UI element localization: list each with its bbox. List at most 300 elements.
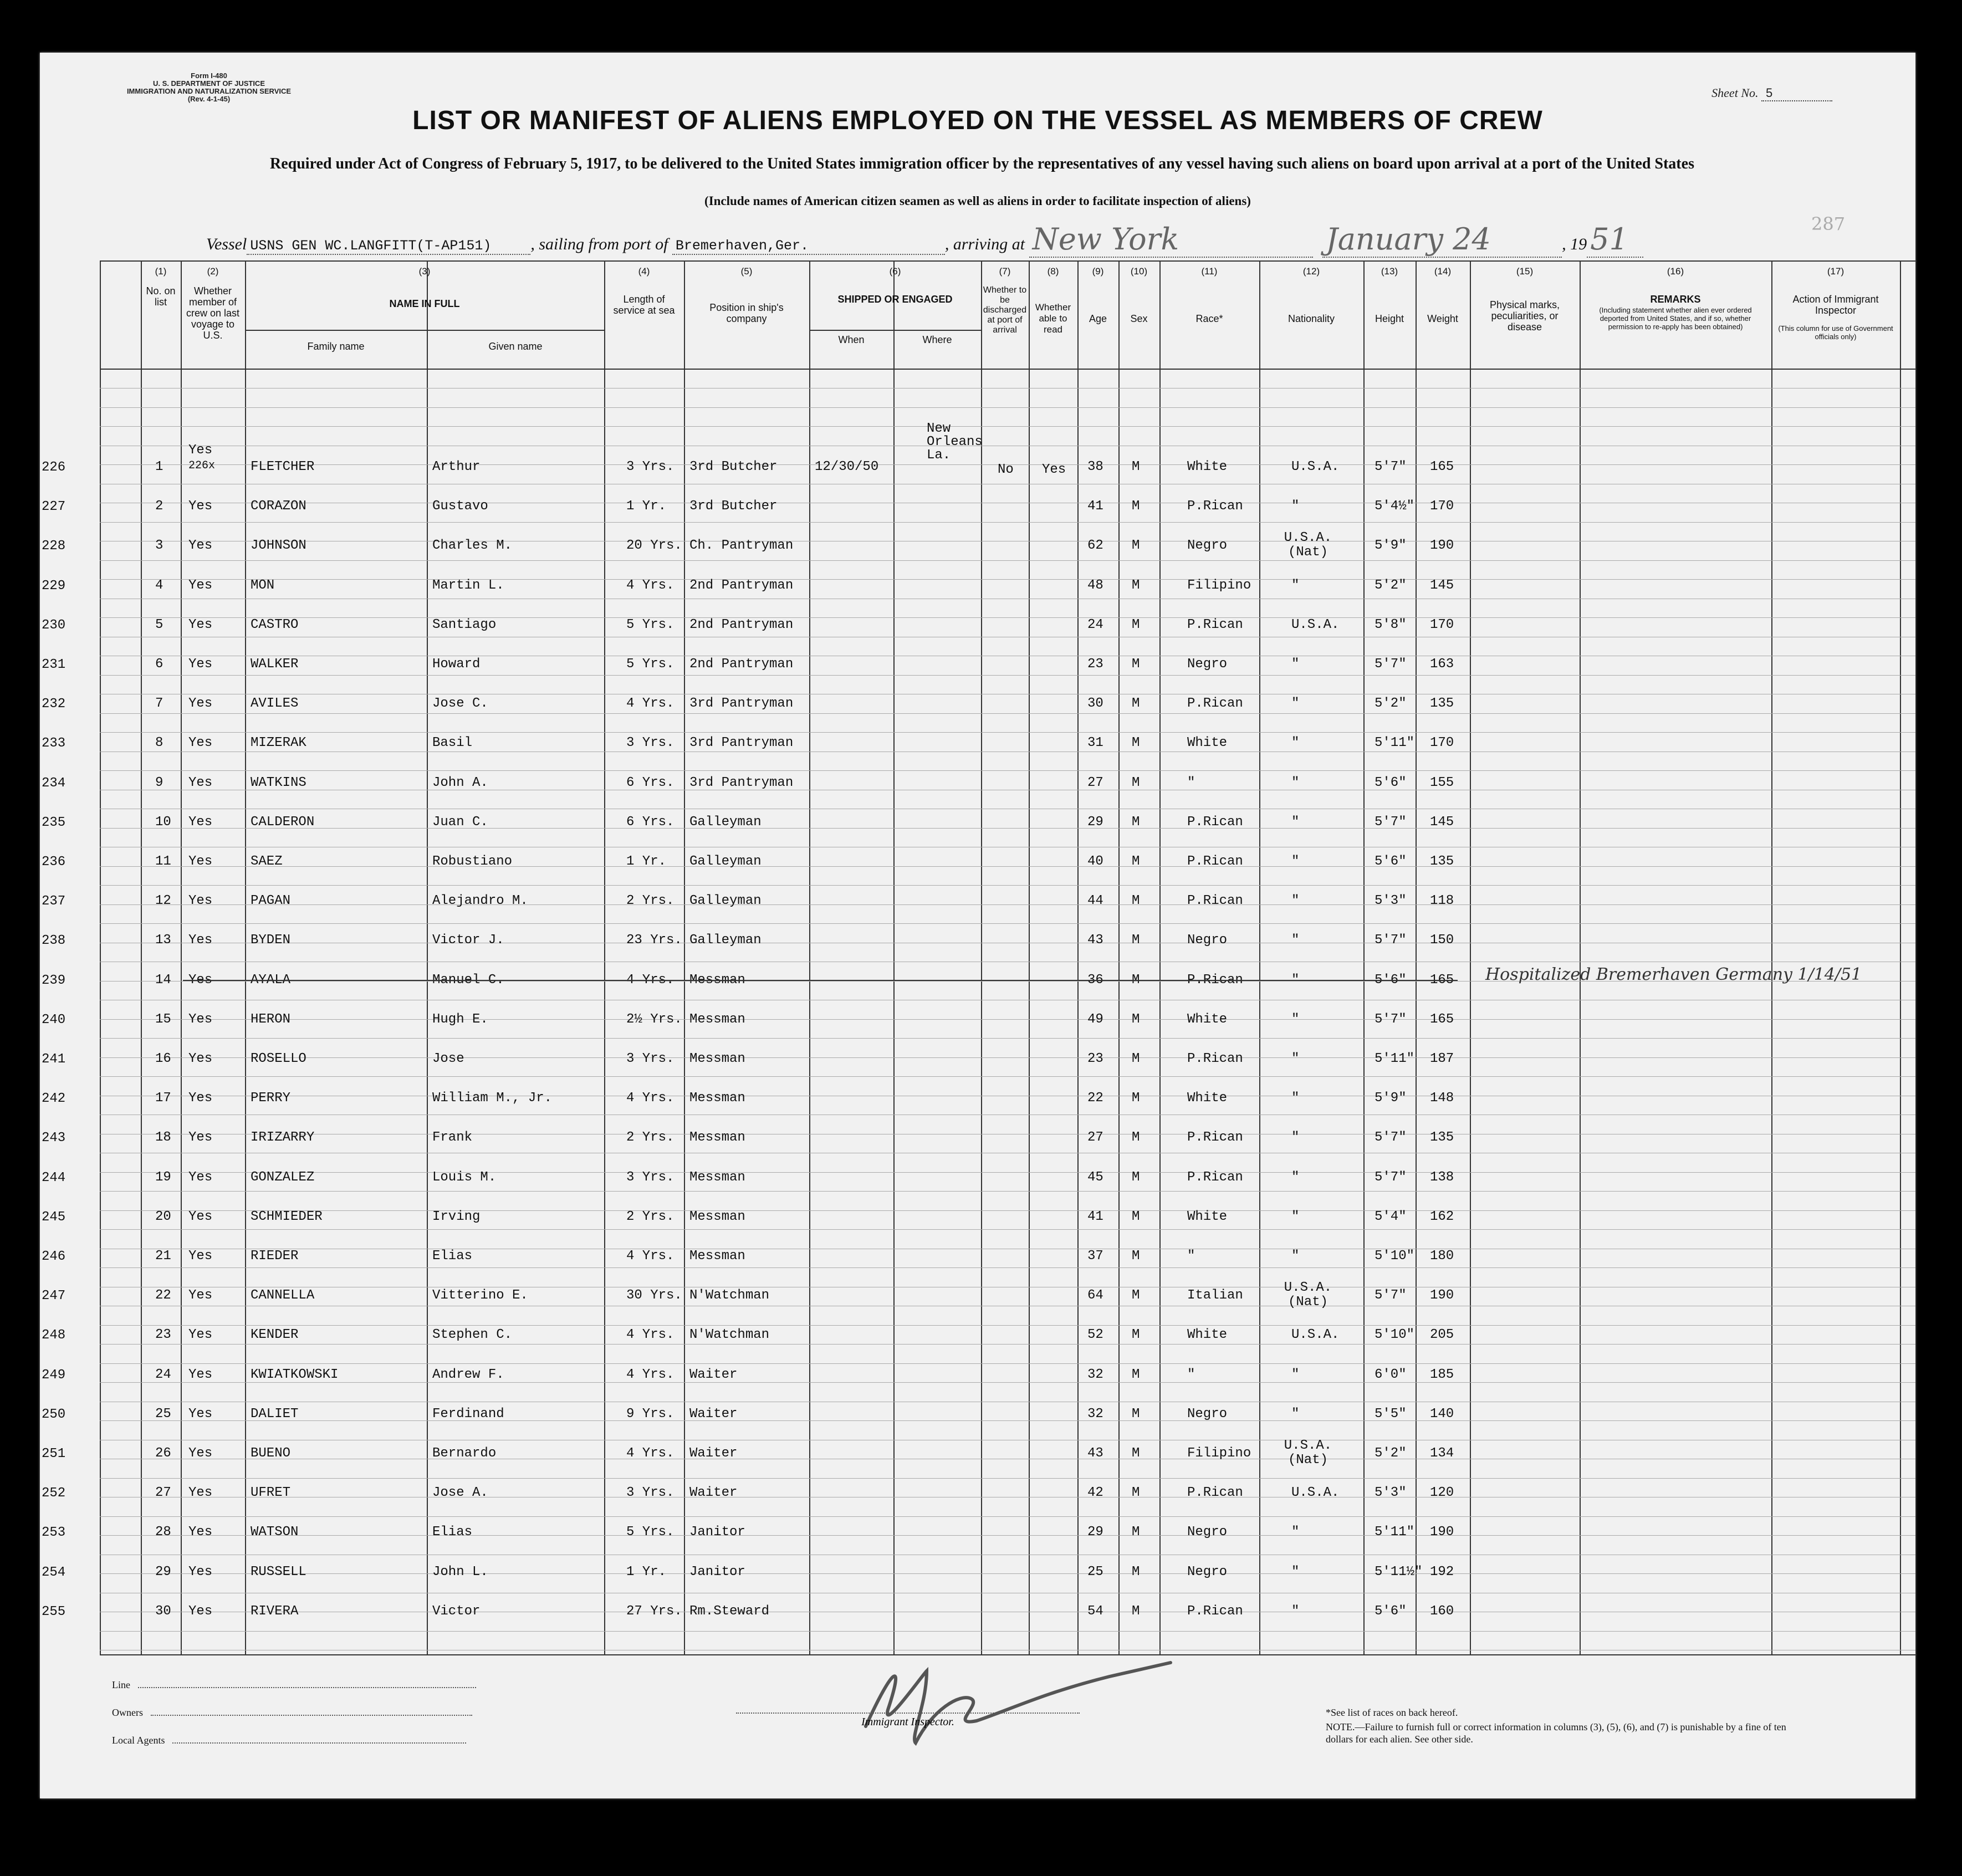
- cell-list-number: 8: [155, 735, 164, 751]
- cell-nationality: ": [1291, 577, 1300, 593]
- vessel-label: Vessel: [206, 235, 247, 253]
- cell-given-name: Victor J.: [432, 933, 504, 948]
- cell-length-of-service: 30 Yrs.: [626, 1288, 682, 1304]
- ruled-line: [100, 1516, 1915, 1517]
- cell-family-name: BYDEN: [251, 933, 291, 948]
- cell-age: 27: [1087, 1130, 1103, 1146]
- cell-height: 5'4½": [1375, 499, 1415, 514]
- cell-list-number: 28: [155, 1525, 171, 1540]
- inspector-label: Immigrant Inspector.: [736, 1713, 1080, 1729]
- service-name: IMMIGRATION AND NATURALIZATION SERVICE: [126, 87, 292, 95]
- cell-length-of-service: 4 Yrs.: [626, 1249, 675, 1264]
- column-divider: [604, 260, 605, 1654]
- cell-age: 27: [1087, 775, 1103, 790]
- cell-nationality: U.S.A.: [1291, 459, 1340, 474]
- cell-race: P.Rican: [1187, 814, 1243, 830]
- cell-position: N'Watchman: [689, 1288, 770, 1304]
- cell-family-name: CASTRO: [251, 617, 299, 632]
- line-number: 228: [42, 539, 66, 554]
- cell-last-voyage: Yes: [188, 696, 213, 712]
- cell-family-name: RIEDER: [251, 1249, 299, 1264]
- cell-list-number: 5: [155, 617, 164, 632]
- cell-weight: 180: [1430, 1249, 1454, 1264]
- cell-nationality: ": [1291, 1603, 1300, 1619]
- col-header-sex: Sex: [1130, 313, 1148, 324]
- line-number: 234: [42, 775, 66, 791]
- cell-last-voyage: Yes: [188, 1327, 213, 1343]
- cell-family-name: RIVERA: [251, 1603, 299, 1619]
- cell-last-voyage: Yes: [188, 538, 213, 554]
- cell-sex: M: [1132, 893, 1140, 909]
- ruled-line: [100, 407, 1915, 408]
- cell-nationality: U.S.A. (Nat): [1284, 530, 1332, 560]
- cell-sex: M: [1132, 933, 1140, 948]
- cell-age: 23: [1087, 1051, 1103, 1066]
- cell-race: White: [1187, 1011, 1228, 1027]
- cell-age: 32: [1087, 1367, 1103, 1382]
- cell-race: P.Rican: [1187, 499, 1243, 514]
- cell-last-voyage: Yes: [188, 1288, 213, 1304]
- col-number: (13): [1381, 266, 1398, 277]
- shipped-when: 12/30/50: [815, 459, 879, 474]
- line-number: 233: [42, 736, 66, 752]
- cell-last-voyage: Yes: [188, 617, 213, 632]
- col-header-height: Height: [1375, 313, 1404, 324]
- col-number: (10): [1130, 266, 1148, 277]
- cell-list-number: 24: [155, 1367, 171, 1382]
- cell-family-name: KENDER: [251, 1327, 299, 1343]
- cell-position: 2nd Pantryman: [689, 617, 794, 632]
- cell-weight: 165: [1430, 459, 1454, 474]
- cell-age: 43: [1087, 933, 1103, 948]
- cell-race: P.Rican: [1187, 1130, 1243, 1146]
- cell-nationality: ": [1291, 1406, 1300, 1422]
- cell-last-voyage: Yes: [188, 814, 213, 830]
- cell-length-of-service: 4 Yrs.: [626, 1327, 675, 1343]
- cell-age: 48: [1087, 577, 1103, 593]
- cell-position: Messman: [689, 1051, 745, 1066]
- line-number: 231: [42, 657, 66, 672]
- col-number: (1): [155, 266, 167, 277]
- cell-sex: M: [1132, 538, 1140, 554]
- cell-last-voyage: Yes: [188, 1091, 213, 1106]
- cell-weight: 170: [1430, 499, 1454, 514]
- cell-height: 5'7": [1375, 814, 1407, 830]
- cell-race: P.Rican: [1187, 617, 1243, 632]
- cell-weight: 135: [1430, 1130, 1454, 1146]
- col-header-inspector-note: (This column for use of Government officials only): [1778, 324, 1893, 341]
- cell-nationality: ": [1291, 1209, 1300, 1224]
- column-divider: [809, 260, 810, 1654]
- cell-nationality: ": [1291, 1249, 1300, 1264]
- cell-age: 64: [1087, 1288, 1103, 1304]
- form-revision: (Rev. 4-1-45): [187, 95, 231, 103]
- cell-nationality: ": [1291, 1367, 1300, 1382]
- cell-given-name: Ferdinand: [432, 1406, 504, 1422]
- cell-position: Messman: [689, 1209, 745, 1224]
- sheet-number-label: Sheet No.: [1711, 86, 1759, 100]
- cell-length-of-service: 27 Yrs.: [626, 1603, 682, 1619]
- line-number: 255: [42, 1604, 66, 1619]
- cell-weight: 190: [1430, 1288, 1454, 1304]
- cell-family-name: KWIATKOWSKI: [251, 1367, 339, 1382]
- col-number: (8): [1047, 266, 1059, 277]
- remark-handwritten: Hospitalized Bremerhaven Germany 1/14/51: [1485, 964, 1862, 984]
- cell-given-name: Irving: [432, 1209, 481, 1224]
- cell-family-name: IRIZARRY: [251, 1130, 315, 1146]
- cell-length-of-service: 3 Yrs.: [626, 1485, 675, 1501]
- cell-given-name: Charles M.: [432, 538, 513, 554]
- cell-sex: M: [1132, 1485, 1140, 1501]
- cell-list-number: 9: [155, 775, 164, 790]
- line-number: 239: [42, 973, 66, 988]
- cell-weight: 162: [1430, 1209, 1454, 1224]
- strike-through-line: [183, 980, 1458, 981]
- line-value: [138, 1687, 476, 1688]
- col-number: (15): [1516, 266, 1534, 277]
- cell-sex: M: [1132, 1288, 1140, 1304]
- cell-family-name: MON: [251, 577, 275, 593]
- shipped-where: New Orleans La.: [927, 421, 983, 463]
- ruled-line: [100, 828, 1915, 829]
- cell-weight: 170: [1430, 735, 1454, 751]
- column-divider: [684, 260, 685, 1654]
- cell-race: P.Rican: [1187, 1169, 1243, 1185]
- ruled-line: [100, 579, 1915, 580]
- cell-length-of-service: 4 Yrs.: [626, 1446, 675, 1461]
- ruled-line: [100, 1229, 1915, 1230]
- cell-given-name: Frank: [432, 1130, 473, 1146]
- cell-given-name: Victor: [432, 1603, 481, 1619]
- cell-family-name: BUENO: [251, 1446, 291, 1461]
- cell-nationality: ": [1291, 893, 1300, 909]
- cell-family-name: MIZERAK: [251, 735, 306, 751]
- cell-position: 3rd Pantryman: [689, 696, 794, 712]
- cell-nationality: ": [1291, 854, 1300, 869]
- cell-sex: M: [1132, 972, 1140, 988]
- cell-list-number: 26: [155, 1446, 171, 1461]
- cell-position: 2nd Pantryman: [689, 657, 794, 672]
- cell-nationality: ": [1291, 696, 1300, 712]
- column-divider: [427, 260, 428, 1654]
- col-header-where: Where: [922, 334, 952, 345]
- cell-race: P.Rican: [1187, 972, 1243, 988]
- cell-family-name: AYALA: [251, 972, 291, 988]
- col-header-remarks: REMARKS: [1650, 294, 1701, 305]
- cell-length-of-service: 3 Yrs.: [626, 459, 675, 474]
- cell-nationality: ": [1291, 972, 1300, 988]
- cell-list-number: 23: [155, 1327, 171, 1343]
- line-number: 248: [42, 1328, 66, 1343]
- cell-height: 5'7": [1375, 1011, 1407, 1027]
- cell-last-voyage: Yes: [188, 1525, 213, 1540]
- cell-given-name: Jose C.: [432, 696, 488, 712]
- cell-family-name: AVILES: [251, 696, 299, 712]
- cell-last-voyage: Yes: [188, 499, 213, 514]
- cell-last-voyage: Yes: [188, 1446, 213, 1461]
- cell-length-of-service: 2 Yrs.: [626, 893, 675, 909]
- cell-length-of-service: 4 Yrs.: [626, 696, 675, 712]
- form-identification: [93, 72, 325, 103]
- cell-age: 29: [1087, 814, 1103, 830]
- cell-nationality: U.S.A. (Nat): [1284, 1280, 1332, 1310]
- cell-height: 5'9": [1375, 1091, 1407, 1106]
- cell-position: Galleyman: [689, 893, 762, 909]
- cell-height: 5'11½": [1375, 1564, 1423, 1579]
- cell-height: 5'7": [1375, 657, 1407, 672]
- cell-length-of-service: 6 Yrs.: [626, 814, 675, 830]
- cell-age: 49: [1087, 1011, 1103, 1027]
- column-divider: [1470, 260, 1471, 1654]
- cell-length-of-service: 6 Yrs.: [626, 775, 675, 790]
- ruled-line: [100, 617, 1915, 618]
- cell-height: 5'10": [1375, 1249, 1415, 1264]
- line-number: 236: [42, 855, 66, 870]
- cell-weight: 118: [1430, 893, 1454, 909]
- cell-race: Negro: [1187, 538, 1228, 554]
- cell-family-name: JOHNSON: [251, 538, 306, 554]
- cell-length-of-service: 20 Yrs.: [626, 538, 682, 554]
- discharged-value: No: [998, 462, 1014, 477]
- cell-race: White: [1187, 735, 1228, 751]
- cell-given-name: Santiago: [432, 617, 497, 632]
- line-number: 230: [42, 617, 66, 633]
- line-number: 227: [42, 499, 66, 515]
- ruled-line: [100, 1363, 1915, 1364]
- cell-weight: 187: [1430, 1051, 1454, 1066]
- cell-height: 5'2": [1375, 577, 1407, 593]
- cell-weight: 148: [1430, 1091, 1454, 1106]
- col-number: (6): [889, 266, 901, 277]
- ruled-line: [100, 923, 1915, 924]
- line-number: 249: [42, 1367, 66, 1383]
- cell-height: 5'4": [1375, 1209, 1407, 1224]
- cell-age: 37: [1087, 1249, 1103, 1264]
- cell-race: Italian: [1187, 1288, 1243, 1304]
- cell-family-name: CALDERON: [251, 814, 315, 830]
- line-number: 250: [42, 1407, 66, 1422]
- cell-height: 6'0": [1375, 1367, 1407, 1382]
- cell-age: 31: [1087, 735, 1103, 751]
- vessel-name: USNS GEN WC.LANGFITT(T-AP151): [247, 238, 530, 255]
- cell-sex: M: [1132, 735, 1140, 751]
- line-number: 242: [42, 1091, 66, 1107]
- cell-length-of-service: 3 Yrs.: [626, 735, 675, 751]
- cell-position: Messman: [689, 1130, 745, 1146]
- cell-age: 62: [1087, 538, 1103, 554]
- cell-nationality: U.S.A. (Nat): [1284, 1438, 1332, 1468]
- line-number: 254: [42, 1565, 66, 1580]
- cell-last-voyage: Yes: [188, 1564, 213, 1579]
- cell-sex: M: [1132, 1525, 1140, 1540]
- cell-given-name: Howard: [432, 657, 481, 672]
- col-header-shipped-engaged: SHIPPED OR ENGAGED: [837, 294, 953, 305]
- cell-last-voyage: Yes: [188, 657, 213, 672]
- cell-height: 5'7": [1375, 459, 1407, 474]
- owners-field: [112, 1707, 472, 1719]
- cell-nationality: ": [1291, 1091, 1300, 1106]
- cell-list-number: 13: [155, 933, 171, 948]
- cell-length-of-service: 1 Yr.: [626, 499, 667, 514]
- cell-position: Janitor: [689, 1564, 745, 1579]
- cell-weight: 185: [1430, 1367, 1454, 1382]
- cell-position: 3rd Pantryman: [689, 775, 794, 790]
- cell-nationality: ": [1291, 735, 1300, 751]
- col-header-when: When: [838, 334, 865, 345]
- cell-weight: 165: [1430, 1011, 1454, 1027]
- col-header-position: Position in ship's company: [709, 302, 784, 324]
- cell-length-of-service: 5 Yrs.: [626, 657, 675, 672]
- cell-sex: M: [1132, 657, 1140, 672]
- cell-last-voyage: Yes: [188, 735, 213, 751]
- cell-position: Waiter: [689, 1406, 738, 1422]
- cell-weight: 134: [1430, 1446, 1454, 1461]
- cell-length-of-service: 3 Yrs.: [626, 1051, 675, 1066]
- cell-last-voyage: Yes: [188, 1406, 213, 1422]
- cell-race: P.Rican: [1187, 893, 1243, 909]
- cell-last-voyage: Yes: [188, 933, 213, 948]
- col-header-able-to-read: Whether able to read: [1035, 302, 1071, 335]
- cell-age: 44: [1087, 893, 1103, 909]
- cell-list-number: 20: [155, 1209, 171, 1224]
- col-header-given-name: Given name: [488, 341, 543, 352]
- cell-weight: 140: [1430, 1406, 1454, 1422]
- header-rule: [809, 330, 981, 331]
- cell-height: 5'6": [1375, 854, 1407, 869]
- ruled-line: [100, 1420, 1915, 1421]
- cell-race: White: [1187, 459, 1228, 474]
- cell-list-number: 1: [155, 459, 164, 474]
- cell-height: 5'11": [1375, 1525, 1415, 1540]
- cell-position: Janitor: [689, 1525, 745, 1540]
- cell-last-voyage: Yes: [188, 854, 213, 869]
- cell-sex: M: [1132, 499, 1140, 514]
- sheet-number: [1711, 86, 1832, 101]
- cell-given-name: Jose A.: [432, 1485, 488, 1501]
- cell-height: 5'3": [1375, 1485, 1407, 1501]
- column-divider: [1900, 260, 1901, 1654]
- able-to-read-value: Yes: [1042, 462, 1066, 477]
- cell-last-voyage: Yes: [188, 775, 213, 790]
- cell-weight: 190: [1430, 1525, 1454, 1540]
- cell-last-voyage: Yes: [188, 893, 213, 909]
- cell-position: Galleyman: [689, 814, 762, 830]
- ruled-line: [100, 732, 1915, 733]
- owners-label: Owners: [112, 1707, 143, 1718]
- cell-given-name: Jose: [432, 1051, 464, 1066]
- col-number: (16): [1667, 266, 1684, 277]
- cell-race: White: [1187, 1091, 1228, 1106]
- column-divider: [1416, 260, 1417, 1654]
- cell-race: P.Rican: [1187, 1051, 1243, 1066]
- cell-length-of-service: 5 Yrs.: [626, 617, 675, 632]
- cell-family-name: UFRET: [251, 1485, 291, 1501]
- cell-height: 5'2": [1375, 696, 1407, 712]
- cell-position: Messman: [689, 1249, 745, 1264]
- cell-given-name: Vitterino E.: [432, 1288, 528, 1304]
- cell-race: P.Rican: [1187, 1485, 1243, 1501]
- cell-family-name: WATKINS: [251, 775, 306, 790]
- cell-sex: M: [1132, 577, 1140, 593]
- cell-family-name: PAGAN: [251, 893, 291, 909]
- ruled-line: [100, 866, 1915, 867]
- cell-given-name: John A.: [432, 775, 488, 790]
- cell-age: 52: [1087, 1327, 1103, 1343]
- inspector-signature: [844, 1643, 1187, 1754]
- cell-length-of-service: 23 Yrs.: [626, 933, 682, 948]
- line-number: 251: [42, 1446, 66, 1461]
- cell-race: ": [1187, 1249, 1195, 1264]
- cell-family-name: WATSON: [251, 1525, 299, 1540]
- cell-given-name: Martin L.: [432, 577, 504, 593]
- cell-family-name: HERON: [251, 1011, 291, 1027]
- crew-manifest-table: [42, 260, 1915, 1660]
- cell-height: 5'11": [1375, 735, 1415, 751]
- cell-list-number: 6: [155, 657, 164, 672]
- line-number: 232: [42, 697, 66, 712]
- cell-race: Negro: [1187, 657, 1228, 672]
- cell-given-name: Basil: [432, 735, 473, 751]
- line-number: 237: [42, 894, 66, 909]
- line-number: 253: [42, 1525, 66, 1541]
- line-number: 243: [42, 1131, 66, 1146]
- cell-height: 5'3": [1375, 893, 1407, 909]
- ruled-line: [100, 1478, 1915, 1479]
- col-header-no-on-list: No. on list: [146, 285, 176, 308]
- cell-list-number: 30: [155, 1603, 171, 1619]
- cell-given-name: Arthur: [432, 459, 481, 474]
- cell-age: 40: [1087, 854, 1103, 869]
- cell-age: 36: [1087, 972, 1103, 988]
- ruled-line: [100, 675, 1915, 676]
- cell-age: 30: [1087, 696, 1103, 712]
- cell-last-voyage: Yes: [188, 1051, 213, 1066]
- agents-value: [172, 1742, 466, 1744]
- col-number: (9): [1092, 266, 1104, 277]
- cell-weight: 150: [1430, 933, 1454, 948]
- cell-height: 5'6": [1375, 972, 1407, 988]
- cell-given-name: William M., Jr.: [432, 1091, 553, 1106]
- cell-length-of-service: 2 Yrs.: [626, 1209, 675, 1224]
- ruled-line: [100, 904, 1915, 905]
- cell-list-number: 27: [155, 1485, 171, 1501]
- cell-family-name: PERRY: [251, 1091, 291, 1106]
- ruled-line: [100, 522, 1915, 523]
- cell-position: Galleyman: [689, 854, 762, 869]
- cell-list-number: 17: [155, 1091, 171, 1106]
- cell-given-name: Gustavo: [432, 499, 488, 514]
- cell-last-voyage: Yes: [188, 1209, 213, 1224]
- form-number: Form I-480: [191, 71, 227, 80]
- ruled-line: [100, 1344, 1915, 1345]
- line-number: 245: [42, 1209, 66, 1225]
- cell-age: 54: [1087, 1603, 1103, 1619]
- cell-list-number: 4: [155, 577, 164, 593]
- cell-list-number: 14: [155, 972, 171, 988]
- cell-given-name: Juan C.: [432, 814, 488, 830]
- cell-height: 5'11": [1375, 1051, 1415, 1066]
- cell-nationality: ": [1291, 814, 1300, 830]
- cell-position: 2nd Pantryman: [689, 577, 794, 593]
- cell-height: 5'7": [1375, 1169, 1407, 1185]
- cell-family-name: ROSELLO: [251, 1051, 306, 1066]
- cell-given-name: Stephen C.: [432, 1327, 513, 1343]
- ruled-line: [100, 1172, 1915, 1173]
- line-label: Line: [112, 1679, 130, 1690]
- cell-race: Filipino: [1187, 1446, 1251, 1461]
- ruled-line: [100, 388, 1915, 389]
- cell-length-of-service: 2½ Yrs.: [626, 1011, 682, 1027]
